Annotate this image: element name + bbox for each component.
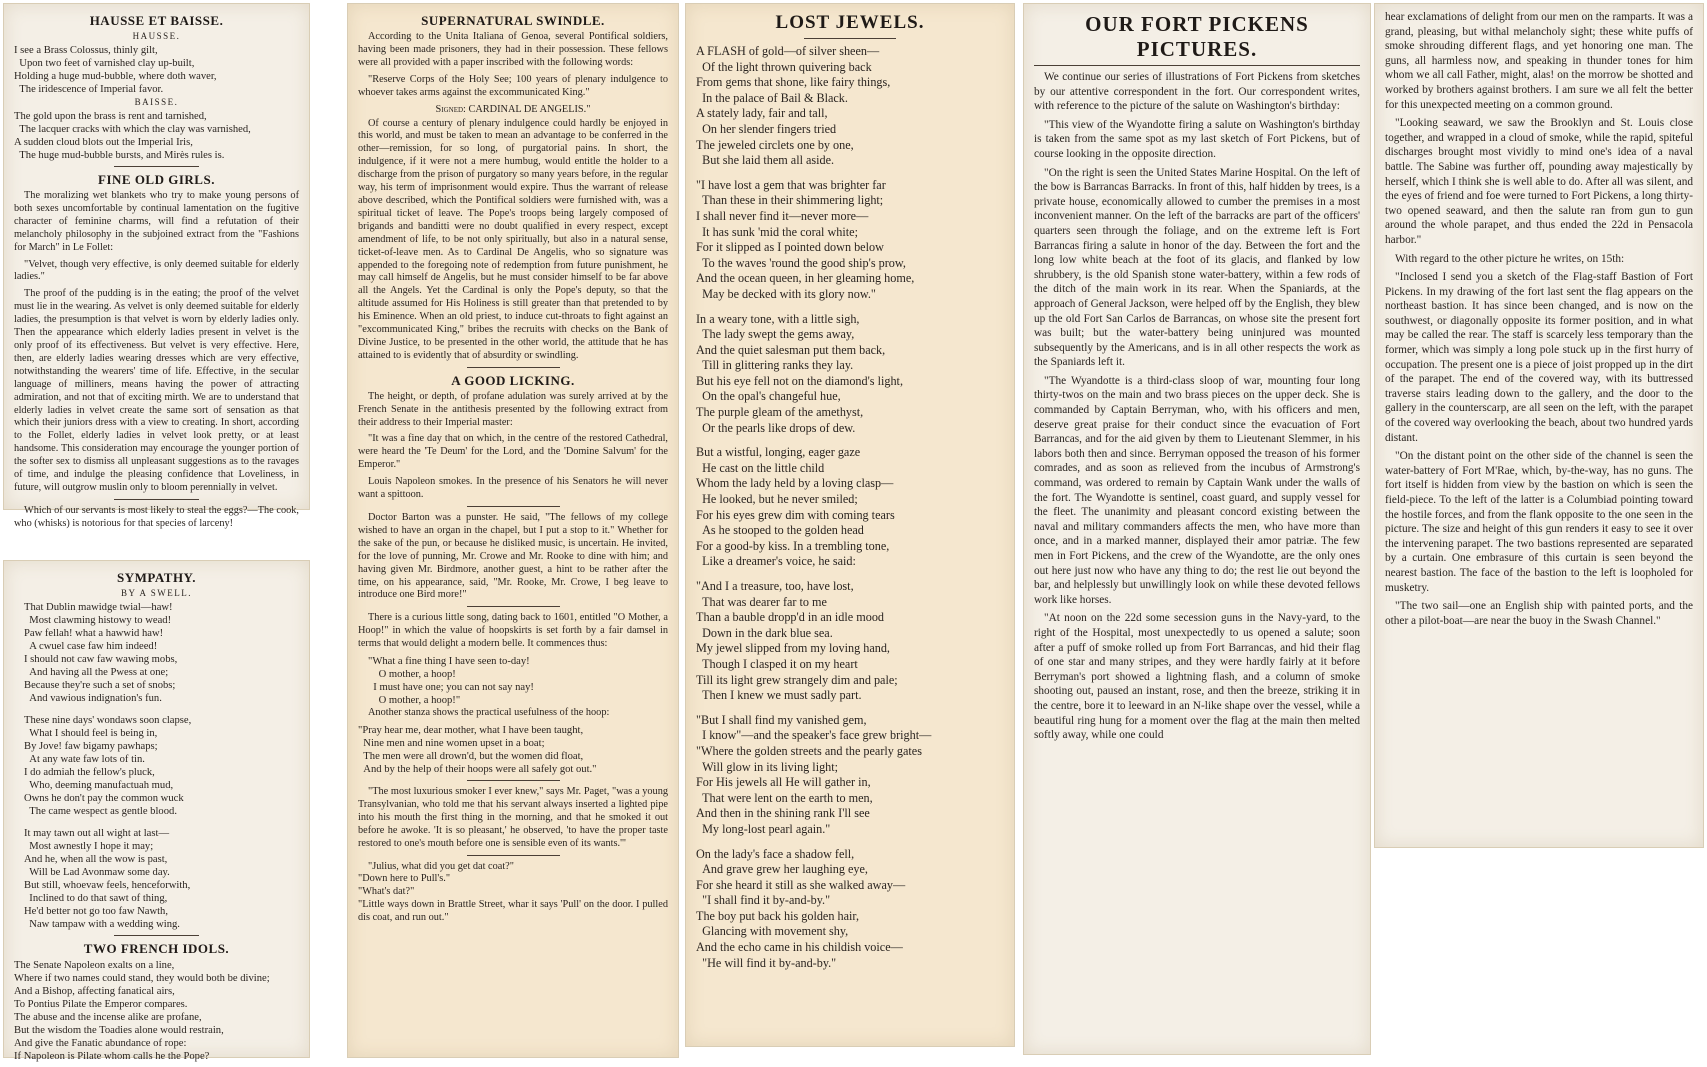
poem-subtitle-hausse: HAUSSE.: [132, 31, 181, 41]
article-paragraph: The height, or depth, of profane adulation was surely arrived at by the French Senate in the antithesis presented by the following extract from their address to their Imperial master:: [358, 390, 671, 428]
article-dialogue: "Julius, what did you get dat coat?" "Down here to Pull's." "What's dat?" "Little ways down in Brattle Street, whar it says 'Pull' on the door. I pulled dis coat, and run out.": [358, 860, 668, 924]
clipping-lost-jewels: [685, 3, 1015, 1047]
article-paragraph: "At noon on the 22d some secession guns in the Navy-yard, to the right of the Hospital, most unexpectedly to us opened a salute; soon after a puff of smoke rolled up from Fort Barrancas, and hid their flag of one star and many stripes, and they were hardly fairly at it before Berryman's port showed a lightning flash, and a column of smoke shooting out, paused an instant, rose, and then the breeze, striking it in the centre, bore it to leeward in an N-like shape over the vessel, while a beautiful ring hung for a moment over the flag at the main then melted softly away, while one could: [1034, 612, 1363, 742]
divider: [804, 38, 896, 39]
poem-subtitle-baisse: BAISSE.: [134, 97, 179, 107]
poem-stanza: These nine days' wondaws soon clapse, What I should feel is being in, By Jove! faw bigamy pawhaps; At any wate faw lots of tin. I do admiah the fellow's pluck, Who, deeming manufactuah mud, Owns he don't pay the common wuck The came wespect as gentle blood.: [24, 715, 192, 817]
article-paragraph: The proof of the pudding is in the eating; the proof of the velvet must lie in the wearing. As velvet is only deemed suitable for elderly ladies, the presumption is that velvet is worn by elderly ladies only. Then the appearance which elderly ladies present in velvet is the only proof of its effectiveness. But velvet is very effective. Here, then, are elderly ladies wearing dresses which are very effective, notwithstanding the wearers' time of life. Effective, in the secular language of milliners, means having the power of attracting admiration, and not that of exciting mirth. We are to understand that elderly ladies in velvet create the same sort of sensation as that which their juniors dress with a view to creating. In short, according to the Follet, elderly ladies in velvet look pretty, or at least handsome. This consideration may encourage the younger portion of the softer sex to dismiss all unpleasant suggestions as to the ravages of time, and indulge the pleasing confidence that Loveliness, in future, will outgrow muslin only to bloom perennially in velvet.: [14, 288, 302, 493]
song-stanza: "Pray hear me, dear mother, what I have been taught, Nine men and nine women upset in a boat; The men were all drown'd, but the women did float, And by the help of their hoops were all safely got out.": [358, 724, 597, 775]
article-paragraph: "On the right is seen the United States Marine Hospital. On the left of the bow is Barrancas Barracks. In front of this, half hidden by trees, is a private house, economically allowed to cumber the premises in a most inconvenient manner. On the left of the barracks are part of the officers' quarters seen through the foliage, and on the extreme left is Fort Barrancas firing a salute in honor of the day. Between the fort and the long low white beach at the foot of its glacis, and flanked by low shrubbery, is the old Spanish stone water-battery, within a few rods of the ditch of the main work in its rear. When the Spaniards, at the approach of General Jackson, were helped off by the English, they blew up the old Fort San Carlos de Barrancas, on whose site the present fort was built; but the water-battery being uninjured was mounted subsequently by the Americans, and is in all other respects the work as the Spaniards left it.: [1034, 166, 1363, 369]
poem-stanza: "And I a treasure, too, have lost, That was dearer far to me Than a bauble dropp'd in an idle mood Down in the dark blue sea. My jewel slipped from my loving hand, Though I clasped it on my heart Till its light grew strangely dim and pale; Then I knew we must sadly part.: [696, 579, 898, 703]
divider: [1034, 65, 1360, 66]
poem-title-sympathy: SYMPATHY.: [116, 570, 196, 585]
divider: [114, 166, 200, 167]
poem-title-hausse: HAUSSE ET BAISSE.: [89, 13, 224, 28]
poem-stanza: That Dublin mawidge twial—haw! Most clawming histowy to wead! Paw fellah! what a hawwid haw! A cwuel case faw him indeed! I should not caw faw wawing mobs, And having all the Pwess at one; Because they're such a set of snobs; And vawious indignation's fun.: [24, 602, 178, 704]
poem-stanza: On the lady's face a shadow fell, And grave grew her laughing eye, For she heard it still as she walked away— "I shall find it by-and-by." The boy put back his golden hair, Glancing with movement shy, And the echo came in his childish voice— "He will find it by-and-by.": [696, 846, 906, 970]
divider: [467, 606, 560, 607]
divider: [114, 935, 200, 936]
poem-stanza: It may tawn out all wight at last— Most awnestly I hope it may; And he, when all the wow is past, Will be Lad Avonmaw some day. But still, whoevaw feels, henceforwith, Inclined to do that sawt of thing, He'd better not go too faw Nawth, Naw tampaw with a wedding wing.: [24, 828, 191, 930]
article-paragraph: Louis Napoleon smokes. In the presence of his Senators he will never want a spittoon.: [358, 476, 671, 501]
article-quote: "Velvet, though very effective, is only deemed suitable for elderly ladies.": [14, 258, 302, 283]
clipping-fort-pickens: [1023, 3, 1371, 1055]
article-paragraph: hear exclamations of delight from our men on the ramparts. It was a grand, pleasing, but withal melancholy sight; these white puffs of smoke shrouding different flags, and yet honoring one man. The guns, all harmless now, and speaking in thunder tones for him whom we all call Father, might, alas! on the morrow be shotted and worked by brothers against brothers. I am sure we all felt the better for this unexpected meeting on a common ground.: [1385, 11, 1696, 111]
article-paragraph: "This view of the Wyandotte firing a salute on Washington's birthday is taken from the same spot as my last sketch of Fort Pickens, but of course looking in the opposite direction.: [1034, 118, 1363, 160]
clipping-supernatural-swindle: [347, 3, 679, 1058]
article-paragraph: We continue our series of illustrations of Fort Pickens from sketches by our attentive correspondent in the fort. Our correspondent writes, with reference to the picture of the salute on Washington's birthday:: [1034, 71, 1363, 113]
article-paragraph: With regard to the other picture he writes, on 15th:: [1395, 252, 1625, 265]
article-paragraph: "The most luxurious smoker I ever knew," says Mr. Paget, "was a young Transylvanian, who told me that his servant always inserted a lighted pipe into his mouth the first thing in the morning, and that he smoked it out before he awoke. 'It is so pleasant,' he observed, 'to have the proper taste restored to one's mouth before one is sensible even of its wants.'": [358, 785, 671, 849]
article-paragraph: The moralizing wet blankets who try to make young persons of both sexes uncomfortable by continual lamentation on the fugitive character of feminine charms, will find a refutation of their melancholy philosophy in the subjoined extract from the "Fashions for March" in Le Follet:: [14, 190, 302, 253]
poem-stanza: But a wistful, longing, eager gaze He cast on the little child Whom the lady held by a loving clasp— He looked, but he never smiled; For his eyes grew dim with coming tears As he stooped to the golden head For a good-by kiss. In a trembling tone, Like a dreamer's voice, he said:: [696, 445, 895, 569]
article-quote: "Reserve Corps of the Holy See; 100 years of plenary indulgence to whoever takes arms against the excommunicated King.": [358, 73, 671, 98]
clipping-sympathy-french-idols: [3, 560, 310, 1062]
article-paragraph: "The Wyandotte is a third-class sloop of war, mounting four long thirty-twos on the main and two brass pieces on the upper deck. She is commanded by Captain Berryman, who, with his officers and men, deserve great praise for their conduct since the evacuation of Fort Barrancas, and for the aid given by them to Lieutenant Slemmer, in his labors both then and since. Berryman opposed the treason of his former comrades, and as soon as relieved from the incubus of Armstrong's command, was ordered to remain by Captain Wank under the walls of the fort. The Wyandotte is sentinel, coast guard, and supply vessel for the fleet. The unanimity and pleasant concord existing between the naval and military commanders affects the men, who have more than once, and in a marked manner, displayed their amor patriæ. The few men in Fort Pickens, and the crew of the Wyandotte, are the only ones out here just now who have any thing to do; the rest lie out beyond the bar, and helplessly but unwillingly look on while these devoted fellows work like horses.: [1034, 374, 1363, 606]
poem-title-french-idols: TWO FRENCH IDOLS.: [83, 941, 230, 956]
song-stanza: "What a fine thing I have seen to-day! O mother, a hoop! I must have one; you can not say nay! O mother, a hoop!": [368, 656, 534, 707]
poem-stanza-baisse: The gold upon the brass is rent and tarnished, The lacquer cracks with which the clay was varnished, A sudden cloud blots out the Imperial Iris, The huge mud-bubble bursts, and Mirès rules is.: [14, 111, 251, 161]
divider: [467, 367, 560, 368]
article-signature: Signed: CARDINAL DE ANGELIS.": [435, 103, 591, 115]
clipping-hausse-fine-old-girls: [3, 3, 310, 529]
poem-stanza: The Senate Napoleon exalts on a line, Where if two names could stand, they would both be divine; And a Bishop, affecting fanatical airs, To Pontius Pilate the Emperor compares. The abuse and the incense alike are profane, But the wisdom the Toadies alone would restrain, And give the Fanatic abundance of rope: If Napoleon is Pilate whom calls he the Pope?: [14, 960, 270, 1062]
article-title-supernatural-swindle: SUPERNATURAL SWINDLE.: [421, 13, 605, 28]
article-paragraph: There is a curious little song, dating back to 1601, entitled "O Mother, a Hoop!" in which the value of hoopskirts is set forth by a fair damsel in terms that would delight a modern belle. It commences thus:: [358, 612, 671, 650]
article-quote: "It was a fine day that on which, in the centre of the restored Cathedral, were heard the 'Te Deum' for the Lord, and the 'Domine Salvum' for the Emperor.": [358, 433, 671, 471]
poem-stanza: "But I shall find my vanished gem, I know"—and the speaker's face grew bright— "Where the golden streets and the pearly gates Will glow in its living light; For His jewels all He will gather in, That were lent on the earth to men, And then in the shining rank I'll see My long-lost pearl again.": [696, 712, 932, 836]
article-title-good-licking: A GOOD LICKING.: [451, 372, 575, 388]
article-paragraph: "On the distant point on the other side of the channel is seen the water-battery of Fort M'Rae, which, by-the-way, has no guns. The fort itself is hidden from view by the bastion on which is seen the field-piece. To the left of the latter is a Columbiad pointing toward the hostile forces, and from the flank opposite to the one seen in the picture. The size and height of this gun renders it easy to see it over the intervening parapet. The two bastions represented are separated by a curtain. One embrasure of this curtain is seen beyond the nearest bastion. The face of the bastion to the left is loopholed for musketry.: [1385, 450, 1696, 594]
divider: [467, 855, 560, 856]
article-paragraph: "Looking seaward, we saw the Brooklyn and St. Louis close together, and wrapped in a cloud of smoke, while the rapid, spiteful discharges brought most vividly to mind one's idea of a naval battle. The Sabine was further off, pounding away majestically by herself, which I think she is well able to do. After all was silent, and the eyes of friend and foe were turned to Fort Pickens, a long thirty-two opened seaward, and then the salute ran from gun to gun around the whole parapet, and thus ended the 22d in Pensacola harbor.": [1385, 117, 1696, 246]
poem-stanza-hausse: I see a Brass Colossus, thinly gilt, Upon two feet of varnished clay up-built, Holding a huge mud-bubble, where doth waver, The iridescence of Imperial favor.: [14, 45, 217, 95]
divider: [114, 499, 200, 500]
divider: [467, 780, 560, 781]
poem-stanza: In a weary tone, with a little sigh, The lady swept the gems away, And the quiet salesman put them back, Till in glittering ranks they lay. But his eye fell not on the diamond's light, On the opal's changeful hue, The purple gleam of the amethyst, Or the pearls like drops of dew.: [696, 311, 903, 435]
poem-byline: BY A SWELL.: [121, 588, 192, 598]
article-paragraph: Doctor Barton was a punster. He said, "The fellows of my college wished to have an organ in the chapel, but I put a stop to it." Whether for the sake of the pun, or because he disliked music, is uncertain. He invited, for the love of punning, Mr. Crowe and Mr. Rooke to dine with him; and having given Mr. Birdmore, another guest, a hint to be rather after the time, on his appearance, said, "Mr. Rooke, Mr. Crowe, I beg leave to introduce one Bird more!": [358, 512, 671, 601]
article-joke: Which of our servants is most likely to steal the eggs?—The cook, who (whisks) is notorious for that species of larceny!: [14, 504, 302, 529]
poem-title-lost-jewels: LOST JEWELS.: [775, 12, 925, 33]
article-paragraph: Of course a century of plenary indulgence could hardly be enjoyed in this world, and must be taken to mean an advantage to be conferred in the other—remission, for so long, of purgatorial pains. In short, the indulgence, if it were not a mere humbug, would entitle the holder to a discharge from the prison of purgatory so many years before, in the regular way, his term of imprisonment would expire. Thus the warrant of release above described, which the Pontifical soldiers were furnished with, was a spiritual ticket of leave. The Pope's troops being largely composed of brigands and banditti were no doubt qualified in every respect, except amendment of life, to be not only spiritually, but also in a natural sense, ticket-of-leave men. As to Cardinal De Angelis, who so signature was appended to the foregoing note of redemption from future punishment, he may call himself de Angelis, but he must consider himself to be far above all the Angels. Yet the Cardinal is only the Pope's deputy, so that the altitude assumed for His Holiness is still greater than that pretended to by his Eminence. When an old priest, to induce cut-throats to fight against an "excommunicated King," bribes the recruits with checks on the Bank of Divine Justice, to be presented in the other world, the attitude that he has attained to is evidently that of absurdity or swindling.: [358, 117, 671, 361]
poem-stanza: "I have lost a gem that was brighter far Than these in their shimmering light; I shall never find it—never more— It has sunk 'mid the coral white; For it slipped as I pointed down below To the waves 'round the good ship's prow, And the ocean queen, in her gleaming home, May be decked with its glory now.": [696, 177, 915, 301]
article-paragraph: "The two sail—one an English ship with painted ports, and the other a pilot-boat—are near the buoy in the Swash Channel.": [1385, 600, 1696, 627]
poem-stanza: A FLASH of gold—of silver sheen— Of the light thrown quivering back From gems that shone, like fairy things, In the palace of Bail & Black. A stately lady, fair and tall, On her slender fingers tried The jeweled circlets one by one, But she laid them all aside.: [696, 44, 891, 168]
article-paragraph: Another stanza shows the practical usefulness of the hoop:: [368, 707, 610, 719]
article-paragraph: According to the Unita Italiana of Genoa, several Pontifical soldiers, having been made prisoners, they had in their possession. These fellows were all provided with a paper inscribed with the following words:: [358, 31, 671, 68]
clipping-fort-pickens-continued: [1374, 3, 1704, 848]
article-title-fine-old-girls: FINE OLD GIRLS.: [98, 172, 215, 187]
divider: [467, 506, 560, 507]
article-title-fort-pickens: OUR FORT PICKENS PICTURES.: [1085, 12, 1309, 61]
article-paragraph: "Inclosed I send you a sketch of the Flag-staff Bastion of Fort Pickens. In my drawing of the fort last sent the flag appears on the northeast bastion. It has since been changed, and is now on the southwest, or diagonally opposite its former position, and in what may be called the rear. The staff is scarcely less temporary than the former, which was simply a long pole stuck up in the first hurry of occupation. The present one is a piece of joist propped up in the dirt of the parapet. The end of the covered way, with its buttressed traverse stairs leading down to the gallery, and the door to the gallery in the counterscarp, are all seen on the left, with the parapet of the covered way overlooking the beach, about two hundred yards distant.: [1385, 271, 1696, 444]
